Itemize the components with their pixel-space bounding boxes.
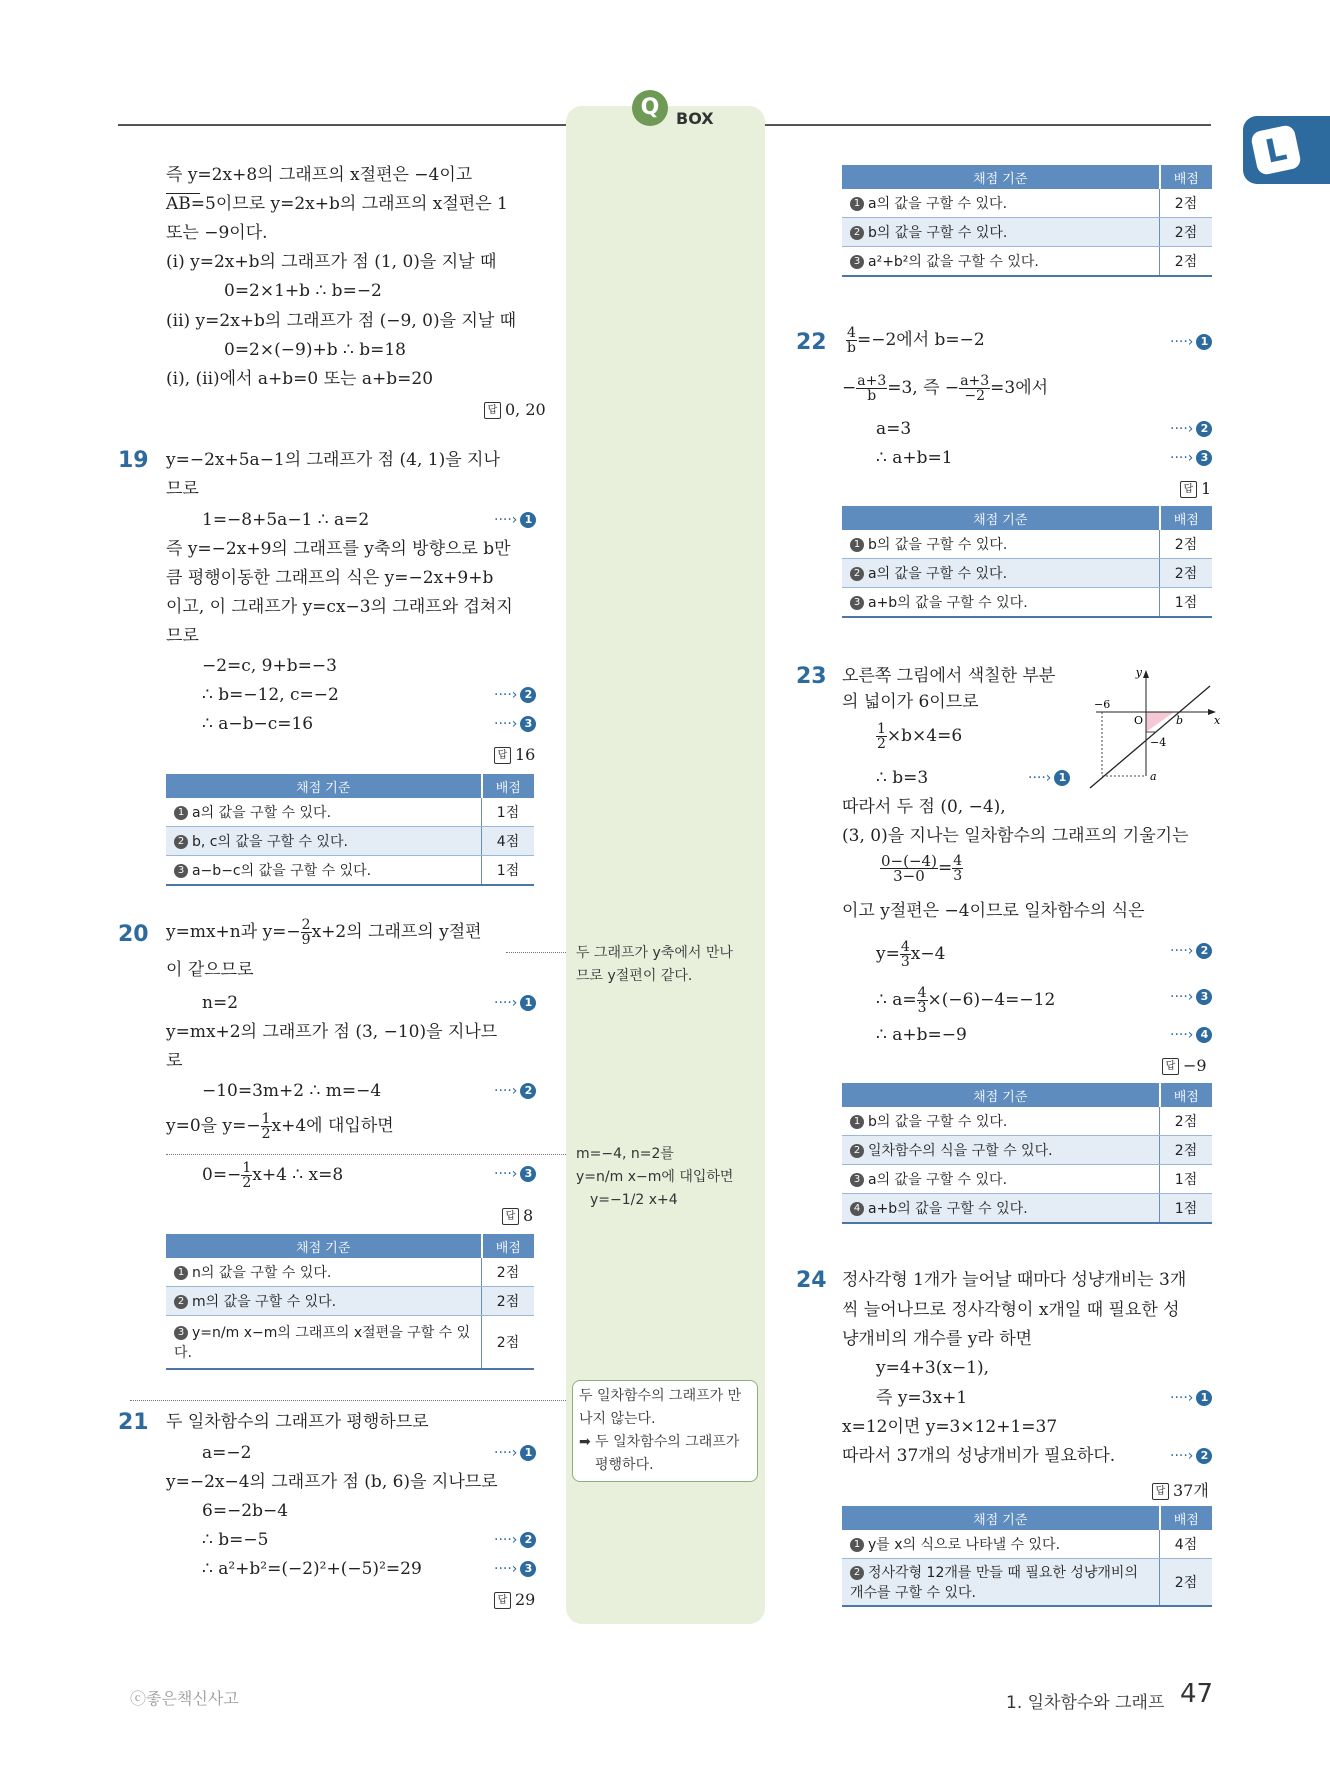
p19-line-7: 므로 xyxy=(166,626,199,646)
answer-icon: 답 xyxy=(484,402,501,419)
p23-step-4: ····› 4 xyxy=(1170,1027,1212,1043)
prev-line-2: AB=5이므로 y=2x+b의 그래프의 x절편은 1 xyxy=(166,194,508,214)
p22-step-3: ····› 3 xyxy=(1170,450,1212,466)
p23-criteria-table: 채점 기준 배점 1 b의 값을 구할 수 있다. 2점 2 일차함수의 식을 구할 수 있다. 2점 3 a의 값을 구할 수 있다. 1점 4 a+b의 값을 구할 수 있다. 1점 xyxy=(842,1083,1212,1224)
p19-step-2: ····› 2 xyxy=(494,687,536,703)
p24-line-5: 즉 y=3x+1 xyxy=(876,1388,968,1408)
svg-text:b: b xyxy=(1176,714,1184,727)
p23-line-8: 이고 y절편은 −4이므로 일차함수의 식은 xyxy=(842,901,1145,921)
prev-line-5: 0=2×1+b ∴ b=−2 xyxy=(224,281,382,301)
p21-criteria-table: 채점 기준 배점 1 a의 값을 구할 수 있다. 2점 2 b의 값을 구할 수 있다. 2점 3 a²+b²의 값을 구할 수 있다. 2점 xyxy=(842,165,1212,277)
p23-line-4: ∴ b=3 xyxy=(876,768,929,788)
header-rule-left xyxy=(118,124,566,126)
qbox-note-3: 두 일차함수의 그래프가 만 나지 않는다. ➡ 두 일차함수의 그래프가 평행하다. xyxy=(572,1380,758,1482)
p19-criteria-table: 채점 기준 배점 1 a의 값을 구할 수 있다. 1점 2 b, c의 값을 구할 수 있다. 4점 3 a−b−c의 값을 구할 수 있다. 1점 xyxy=(166,774,534,886)
prev-line-6: (ii) y=2x+b의 그래프가 점 (−9, 0)을 지날 때 xyxy=(166,311,517,331)
svg-text:−6: −6 xyxy=(1094,698,1111,711)
prev-line-4: (i) y=2x+b의 그래프가 점 (1, 0)을 지날 때 xyxy=(166,252,497,272)
answer-icon: 답 xyxy=(494,1592,511,1609)
p20-line-3: n=2 xyxy=(202,993,239,1013)
qbox-label: BOX xyxy=(676,109,714,128)
header-rule-right xyxy=(765,124,1211,126)
p19-line-9: ∴ b=−12, c=−2 xyxy=(202,685,339,705)
p21-line-2: a=−2 xyxy=(202,1443,252,1463)
svg-text:a: a xyxy=(1150,770,1157,783)
p19-line-8: −2=c, 9+b=−3 xyxy=(202,656,337,676)
p20-line-8: 0=− $\frac{1}{2}$ x+4 ∴ x=8 xyxy=(202,1160,344,1191)
problem-19-number: 19 xyxy=(118,448,149,473)
p23-line-9: y= $\frac{4}{3}$ x−4 xyxy=(876,939,946,970)
p19-step-3: ····› 3 xyxy=(494,716,536,732)
p19-line-5: 큼 평행이동한 그래프의 식은 y=−2x+9+b xyxy=(166,568,494,588)
qbox-note-2: m=−4, n=2를 y=n/m x−m에 대입하면 y=−1/2 x+4 xyxy=(576,1146,734,1208)
p20-line-4: y=mx+2의 그래프가 점 (3, −10)을 지나므 xyxy=(166,1022,498,1042)
p23-line-2: 의 넓이가 6이므로 xyxy=(842,692,979,712)
p23-graph xyxy=(1088,664,1221,794)
p23-line-11: ∴ a+b=−9 xyxy=(876,1025,967,1045)
p19-line-6: 이고, 이 그래프가 y=cx−3의 그래프와 겹쳐지 xyxy=(166,597,513,617)
p24-answer: 답 37개 xyxy=(1152,1478,1209,1501)
prev-answer xyxy=(484,400,546,419)
problem-24-number: 24 xyxy=(796,1268,827,1293)
p19-line-10: ∴ a−b−c=16 xyxy=(202,714,314,734)
problem-23-number: 23 xyxy=(796,664,827,689)
p23-line-6: (3, 0)을 지나는 일차함수의 그래프의 기울기는 xyxy=(842,826,1189,846)
answer-icon: 답 xyxy=(502,1208,519,1225)
qbox-q-icon: Q xyxy=(632,90,668,126)
p22-line-3: a=3 xyxy=(876,419,912,439)
p21-line-4: 6=−2b−4 xyxy=(202,1501,289,1521)
qbox-note-1: 두 그래프가 y축에서 만나 므로 y절편이 같다. xyxy=(576,945,733,984)
p24-criteria-table: 채점 기준 배점 1 y를 x의 식으로 나타낼 수 있다. 4점 2 정사각형 12개를 만들 때 필요한 성냥개비의 개수를 구할 수 있다. 2점 xyxy=(842,1506,1212,1607)
svg-text:x: x xyxy=(1214,714,1221,727)
page-number: 47 xyxy=(1180,1679,1214,1709)
p24-step-2: ····› 2 xyxy=(1170,1448,1212,1464)
p21-answer: 답 29 xyxy=(494,1590,535,1609)
ab-overline xyxy=(166,193,200,194)
p20-line-7: y=0을 y=− $\frac{1}{2}$ x+4에 대입하면 xyxy=(166,1111,394,1142)
chapter-title: 1. 일차함수와 그래프 xyxy=(1006,1693,1165,1713)
answer-icon: 답 xyxy=(1180,481,1197,498)
p20-line-5: 로 xyxy=(166,1051,183,1071)
p21-line-6: ∴ a²+b²=(−2)²+(−5)²=29 xyxy=(202,1559,422,1579)
p20-criteria-table: 채점 기준 배점 1 n의 값을 구할 수 있다. 2점 2 m의 값을 구할 수 있다. 2점 3 y=n/m x−m의 그래프의 x절편을 구할 수 있다. 2점 xyxy=(166,1234,534,1370)
p22-line-4: ∴ a+b=1 xyxy=(876,448,953,468)
p20-step-3: ····› 3 xyxy=(494,1166,536,1182)
p22-step-1: ····› 1 xyxy=(1170,334,1212,350)
p24-line-1: 정사각형 1개가 늘어날 때마다 성냥개비는 3개 xyxy=(842,1270,1187,1290)
p19-line-4: 즉 y=−2x+9의 그래프를 y축의 방향으로 b만 xyxy=(166,539,511,559)
leader-line-1 xyxy=(506,952,566,953)
p23-step-2: ····› 2 xyxy=(1170,943,1212,959)
p19-line-2: 므로 xyxy=(166,479,199,499)
problem-21-number: 21 xyxy=(118,1410,149,1435)
p23-answer: 답 −9 xyxy=(1162,1056,1207,1075)
p19-line-3: 1=−8+5a−1 ∴ a=2 xyxy=(202,510,370,530)
p20-line-2: 이 같으므로 xyxy=(166,960,254,980)
p22-line-1: $\frac{4}{b}$ =−2에서 b=−2 xyxy=(847,325,985,356)
p21-line-3: y=−2x−4의 그래프가 점 (b, 6)을 지나므로 xyxy=(166,1472,498,1492)
answer-icon: 답 xyxy=(494,747,511,764)
prev-answer-value: 0, 20 xyxy=(505,400,546,419)
svg-text:−4: −4 xyxy=(1150,736,1167,749)
p22-answer: 답 1 xyxy=(1180,479,1211,498)
chapter-tab-letter: L xyxy=(1250,124,1302,176)
p19-answer: 답 16 xyxy=(494,745,535,764)
p23-line-1: 오른쪽 그림에서 색칠한 부분 xyxy=(842,666,1056,686)
svg-text:y: y xyxy=(1135,666,1142,679)
answer-icon: 답 xyxy=(1152,1483,1169,1500)
leader-line-2 xyxy=(166,1154,566,1155)
p24-line-4: y=4+3(x−1), xyxy=(876,1358,990,1378)
p21-line-5: ∴ b=−5 xyxy=(202,1530,269,1550)
p23-line-5: 따라서 두 점 (0, −4), xyxy=(842,797,1006,817)
p23-line-10: ∴ a= $\frac{4}{3}$ ×(−6)−4=−12 xyxy=(876,985,1056,1016)
prev-line-8: (i), (ii)에서 a+b=0 또는 a+b=20 xyxy=(166,369,434,389)
p22-step-2: ····› 2 xyxy=(1170,421,1212,437)
prev-line-3: 또는 −9이다. xyxy=(166,223,268,243)
leader-line-3 xyxy=(130,1400,566,1401)
p23-step-3: ····› 3 xyxy=(1170,989,1212,1005)
crit-header: 채점 기준 xyxy=(166,774,482,798)
p23-line-3: $\frac{1}{2}$ ×b×4=6 xyxy=(877,721,963,752)
p24-line-7: 따라서 37개의 성냥개비가 필요하다. xyxy=(842,1446,1116,1466)
p22-criteria-table: 채점 기준 배점 1 b의 값을 구할 수 있다. 2점 2 a의 값을 구할 수 있다. 2점 3 a+b의 값을 구할 수 있다. 1점 xyxy=(842,506,1212,618)
p20-step-1: ····› 1 xyxy=(494,995,536,1011)
p20-answer: 답 8 xyxy=(502,1206,533,1225)
p24-line-2: 씩 늘어나므로 정사각형이 x개일 때 필요한 성 xyxy=(842,1300,1180,1320)
prev-line-1: 즉 y=2x+8의 그래프의 x절편은 −4이고 xyxy=(166,165,473,185)
p22-line-2: − $\frac{a+3}{b}$ =3, 즉 − $\frac{a+3}{-2}$ =3에서 xyxy=(842,373,1049,404)
p21-line-1: 두 일차함수의 그래프가 평행하므로 xyxy=(166,1412,429,1432)
p20-line-1: y=mx+n과 y=− $\frac{2}{9}$ x+2의 그래프의 y절편 xyxy=(166,917,482,948)
p23-line-7: $\frac{0-(-4)}{3-0}$ = $\frac{4}{3}$ xyxy=(881,852,963,885)
publisher-copyright: ⓒ좋은책신사고 xyxy=(130,1689,239,1708)
crit-row-3: 3 a−b−c의 값을 구할 수 있다. xyxy=(166,856,482,886)
crit-row-2: 2 b, c의 값을 구할 수 있다. xyxy=(166,827,482,856)
p21-step-1: ····› 1 xyxy=(494,1445,536,1461)
problem-22-number: 22 xyxy=(796,330,827,355)
answer-icon: 답 xyxy=(1162,1058,1179,1075)
p24-line-3: 냥개비의 개수를 y라 하면 xyxy=(842,1329,1033,1349)
p23-step-1: ····› 1 xyxy=(1028,770,1070,786)
svg-text:O: O xyxy=(1134,714,1144,727)
crit-row-1: 1 a의 값을 구할 수 있다. xyxy=(166,798,482,827)
p21-step-2: ····› 2 xyxy=(494,1532,536,1548)
p21-step-3: ····› 3 xyxy=(494,1561,536,1577)
problem-20-number: 20 xyxy=(118,922,149,947)
prev-line-7: 0=2×(−9)+b ∴ b=18 xyxy=(224,340,406,360)
p19-step-1: ····› 1 xyxy=(494,512,536,528)
p20-line-6: −10=3m+2 ∴ m=−4 xyxy=(202,1081,382,1101)
points-header: 배점 xyxy=(482,774,535,798)
p20-step-2: ····› 2 xyxy=(494,1083,536,1099)
p24-line-6: x=12이면 y=3×12+1=37 xyxy=(842,1417,1058,1437)
p24-step-1: ····› 1 xyxy=(1170,1390,1212,1406)
p19-line-1: y=−2x+5a−1의 그래프가 점 (4, 1)을 지나 xyxy=(166,450,500,470)
